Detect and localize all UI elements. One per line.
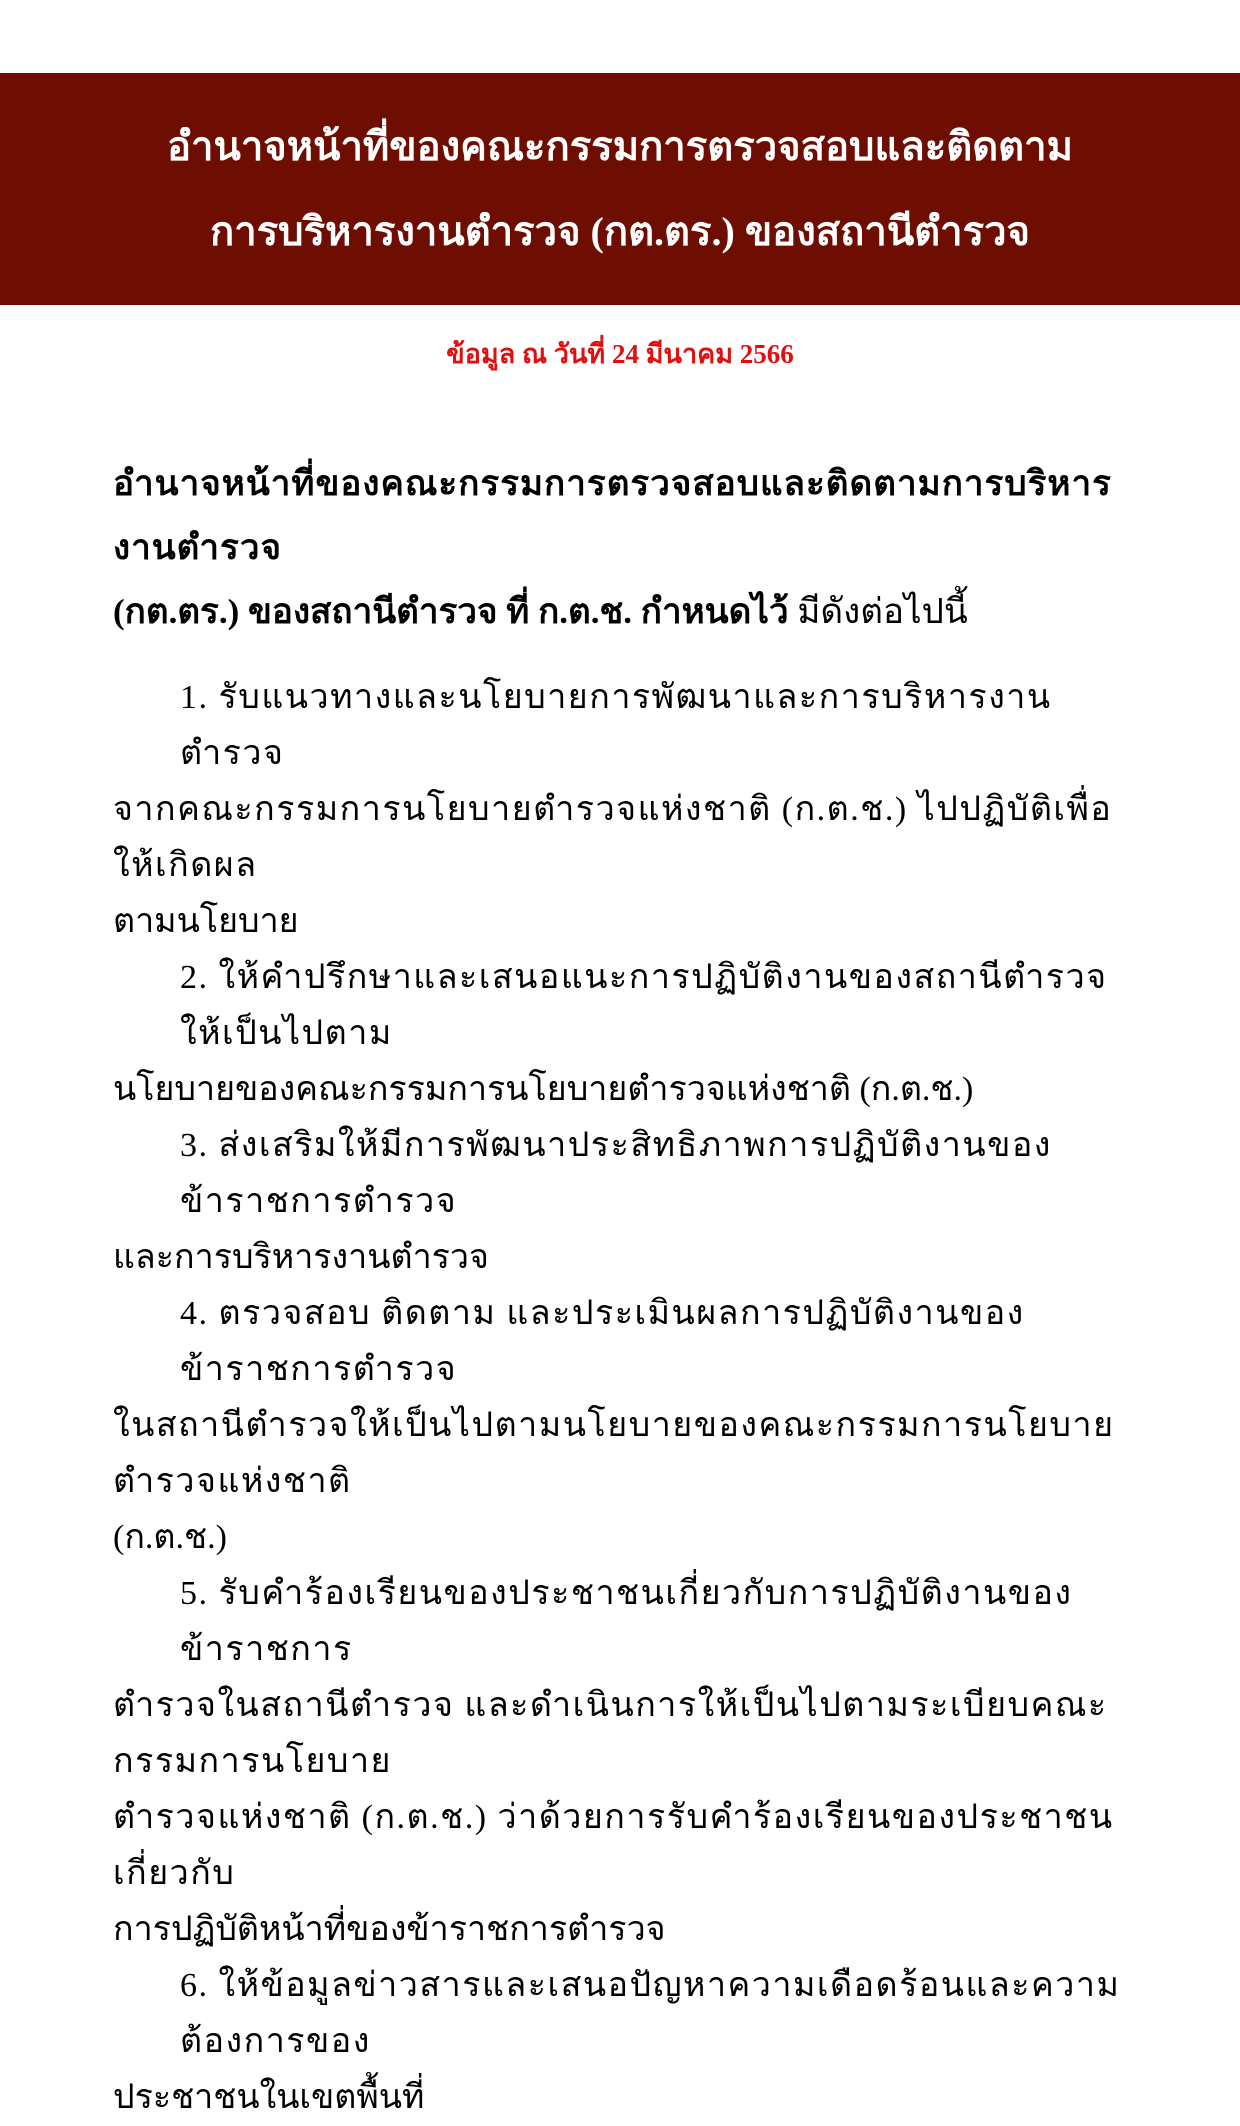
data-as-of-date: ข้อมูล ณ วันที่ 24 มีนาคม 2566 — [446, 339, 794, 369]
item-5-line-3: ตำรวจแห่งชาติ (ก.ต.ช.) ว่าด้วยการรับคำร้องเรียนของประชาชนเกี่ยวกับ — [113, 1799, 1114, 1892]
item-3-line-1: 3. ส่งเสริมให้มีการพัฒนาประสิทธิภาพการปฏิบัติงานของข้าราชการตำรวจ — [180, 1127, 1052, 1220]
item-1-line-1: 1. รับแนวทางและนโยบายการพัฒนาและการบริหารงานตำรวจ — [180, 679, 1052, 772]
item-4-line-3: (ก.ต.ช.) — [113, 1519, 227, 1556]
document-body — [113, 452, 1128, 2126]
item-5-line-4: การปฏิบัติหน้าที่ของข้าราชการตำรวจ — [113, 1911, 666, 1948]
intro-heading — [113, 452, 1128, 644]
item-1-line-2: จากคณะกรรมการนโยบายตำรวจแห่งชาติ (ก.ต.ช.) ไปปฏิบัติเพื่อให้เกิดผล — [113, 791, 1113, 884]
item-6-line-1: 6. ให้ข้อมูลข่าวสารและเสนอปัญหาความเดือดร้อนและความต้องการของ — [180, 1967, 1121, 2060]
intro-heading-line2-bold: (กต.ตร.) ของสถานีตำรวจ ที่ ก.ต.ช. กำหนดไว้ — [113, 592, 789, 631]
title-banner — [0, 73, 1240, 305]
item-5-line-1: 5. รับคำร้องเรียนของประชาชนเกี่ยวกับการปฏิบัติงานของข้าราชการ — [180, 1575, 1073, 1668]
item-1-line-3: ตามนโยบาย — [113, 903, 299, 940]
item-6-line-2: ประชาชนในเขตพื้นที่ — [113, 2079, 425, 2116]
document-title-line2: การบริหารงานตำรวจ (กต.ตร.) ของสถานีตำรวจ — [210, 209, 1030, 254]
item-4-line-2: ในสถานีตำรวจให้เป็นไปตามนโยบายของคณะกรรมการนโยบายตำรวจแห่งชาติ — [113, 1407, 1115, 1500]
intro-heading-line1: อำนาจหน้าที่ของคณะกรรมการตรวจสอบและติดตามการบริหารงานตำรวจ — [113, 464, 1112, 567]
item-3-line-2: และการบริหารงานตำรวจ — [113, 1239, 489, 1276]
item-4-line-1: 4. ตรวจสอบ ติดตาม และประเมินผลการปฏิบัติงานของข้าราชการตำรวจ — [180, 1295, 1025, 1388]
item-2-line-1: 2. ให้คำปรึกษาและเสนอแนะการปฏิบัติงานของสถานีตำรวจให้เป็นไปตาม — [180, 959, 1108, 1052]
intro-heading-line2 — [113, 580, 1128, 644]
item-5-line-2: ตำรวจในสถานีตำรวจ และดำเนินการให้เป็นไปตามระเบียบคณะกรรมการนโยบาย — [113, 1687, 1108, 1780]
intro-heading-line2-regular: มีดังต่อไปนี้ — [788, 592, 968, 631]
duty-items-list — [113, 670, 1128, 2126]
item-2-line-2: นโยบายของคณะกรรมการนโยบายตำรวจแห่งชาติ (ก.ต.ช.) — [113, 1071, 974, 1108]
document-title-line1: อำนาจหน้าที่ของคณะกรรมการตรวจสอบและติดตาม — [167, 124, 1073, 169]
